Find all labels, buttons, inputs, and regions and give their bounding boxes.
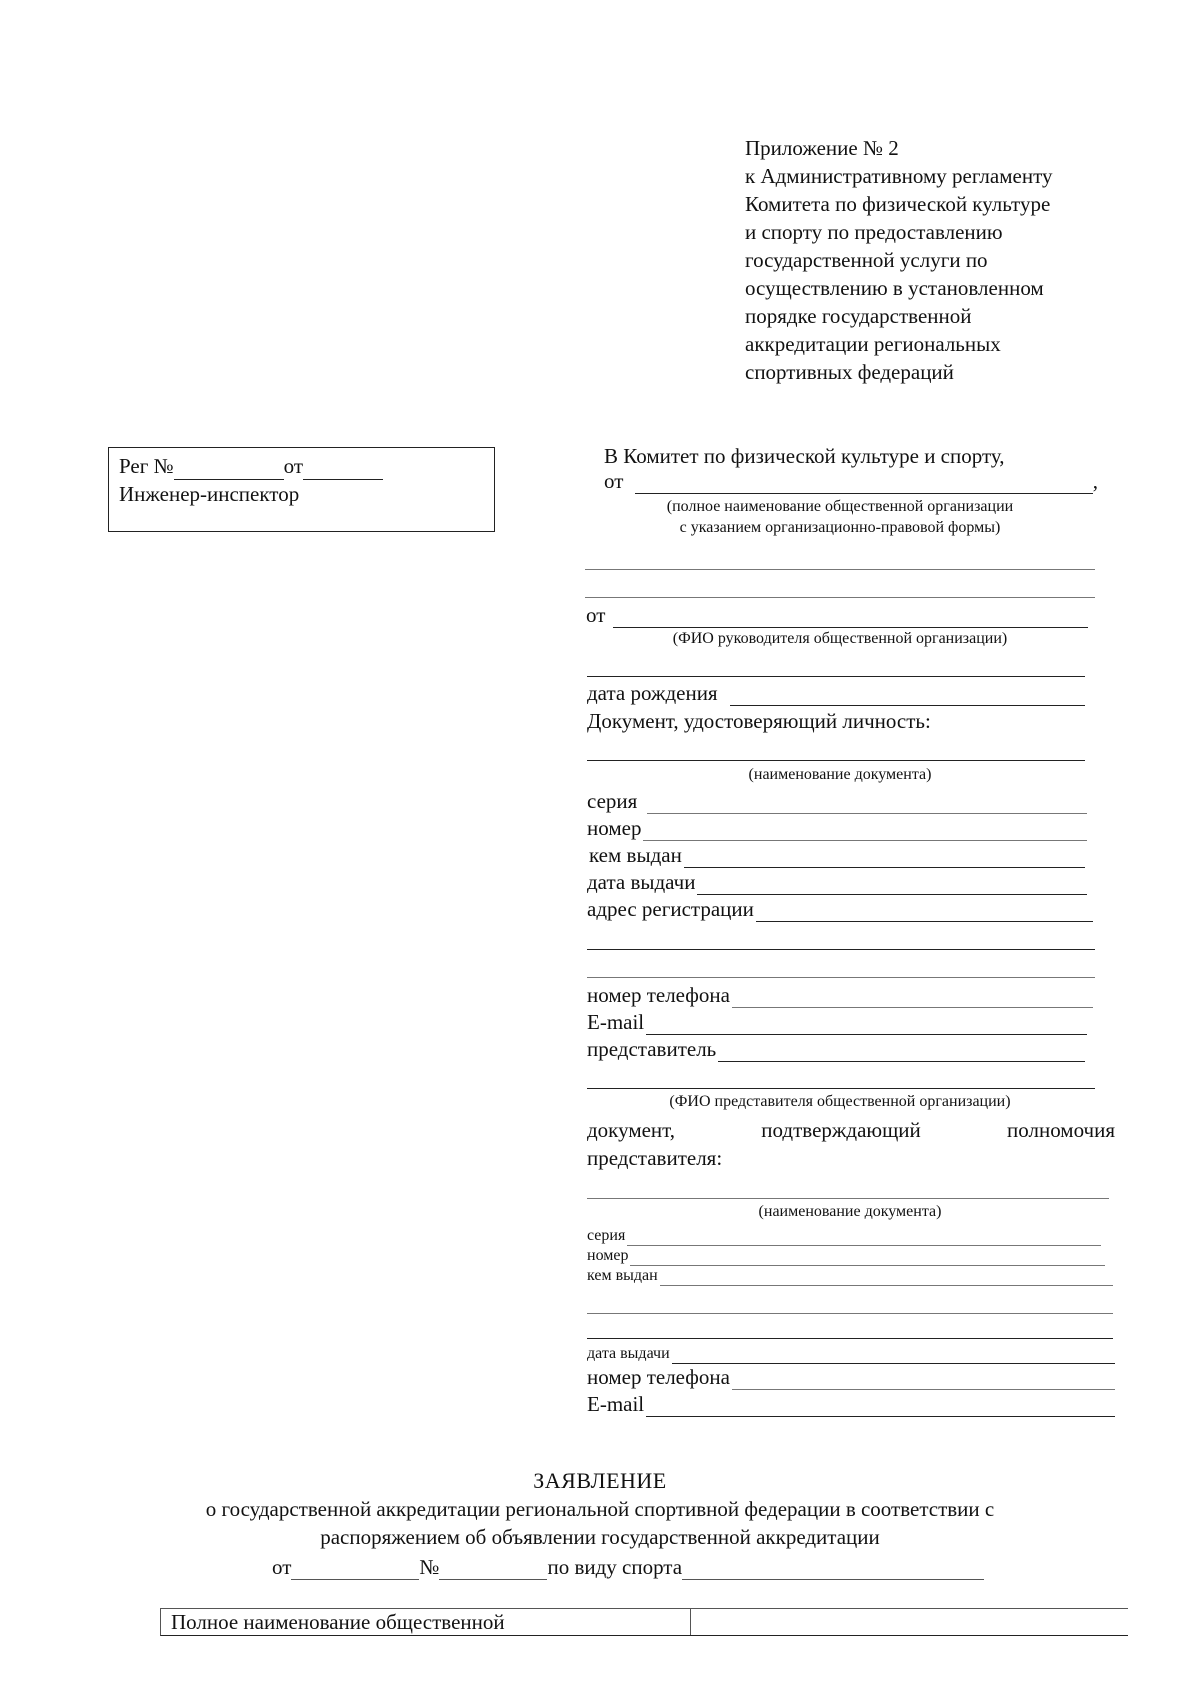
appendix-header <box>745 134 1145 386</box>
reg-date-field[interactable] <box>303 459 383 480</box>
rep-phone-field[interactable] <box>732 1369 1115 1390</box>
org-name-extra-line-1[interactable] <box>585 569 1095 570</box>
statement-details-row <box>272 1554 984 1580</box>
table-cell-label: Полное наименование общественной <box>161 1609 691 1635</box>
authority-doc-line1 <box>587 1116 1115 1144</box>
appendix-line: к Административному регламенту <box>745 164 1053 188</box>
org-trailing-comma: , <box>1092 469 1098 493</box>
inspector-label: Инженер-инспектор <box>119 482 300 506</box>
reg-number-label: Рег № <box>119 454 174 478</box>
statement-from-label: от <box>272 1555 292 1579</box>
issued-by-field[interactable] <box>684 847 1085 868</box>
reg-address-label: адрес регистрации <box>587 897 754 921</box>
statement-line1: о государственной аккредитации региональной спортивной федерации в соответствии с <box>205 1497 995 1521</box>
rep-phone-label: номер телефона <box>587 1365 730 1389</box>
statement-number-field[interactable] <box>439 1559 547 1580</box>
appendix-line: порядке государственной <box>745 304 972 328</box>
issued-by-label: кем выдан <box>589 843 682 867</box>
representative-field[interactable] <box>718 1041 1085 1062</box>
rep-issued-by-field[interactable] <box>660 1270 1113 1286</box>
federation-info-table <box>160 1608 1128 1636</box>
statement-heading <box>150 1467 1050 1551</box>
representative-extra-line[interactable] <box>587 1088 1095 1089</box>
email-label: E-mail <box>587 1010 645 1034</box>
doc-name-note: (наименование документа) <box>748 766 932 783</box>
rep-doc-name-note: (наименование документа) <box>758 1203 942 1220</box>
statement-date-field[interactable] <box>291 1559 419 1580</box>
head-from-label: от <box>586 603 606 627</box>
series-row <box>587 788 1087 814</box>
reg-address-extra-line-1[interactable] <box>587 949 1095 950</box>
reg-number-field[interactable] <box>174 459 284 480</box>
issue-date-label: дата выдачи <box>587 870 696 894</box>
rep-number-label: номер <box>587 1247 629 1264</box>
head-note: (ФИО руководителя общественной организации) <box>672 630 1008 647</box>
appendix-line: спортивных федераций <box>745 360 954 384</box>
registration-box <box>108 447 495 532</box>
appendix-line: аккредитации региональных <box>745 332 1001 356</box>
appendix-line: осуществлению в установленном <box>745 276 1044 300</box>
head-name-row <box>586 602 1088 628</box>
birth-date-row <box>587 680 1085 706</box>
org-name-extra-line-2[interactable] <box>585 597 1095 598</box>
rep-issue-date-label: дата выдачи <box>587 1345 670 1362</box>
appendix-line: и спорту по предоставлению <box>745 220 1003 244</box>
statement-sport-label: по виду спорта <box>547 1555 683 1579</box>
number-row <box>587 815 1087 841</box>
reg-address-extra-line-2[interactable] <box>587 977 1095 978</box>
reg-address-field[interactable] <box>756 901 1093 922</box>
authority-doc-word: полномочия <box>1007 1118 1115 1142</box>
org-note-line2: с указанием организационно-правовой формы) <box>679 519 1001 536</box>
reg-date-label: от <box>283 454 304 478</box>
rep-email-row <box>587 1391 1115 1417</box>
authority-doc-word: подтверждающий <box>761 1118 921 1142</box>
rep-issue-date-field[interactable] <box>672 1348 1115 1364</box>
rep-series-row <box>587 1226 1101 1246</box>
phone-field[interactable] <box>732 987 1093 1008</box>
rep-email-field[interactable] <box>646 1396 1115 1417</box>
issue-date-row <box>587 869 1087 895</box>
number-label: номер <box>587 816 642 840</box>
rep-series-label: серия <box>587 1227 626 1244</box>
rep-issue-date-row <box>587 1344 1115 1364</box>
rep-phone-row <box>587 1364 1115 1390</box>
rep-document-name-field[interactable] <box>587 1198 1109 1199</box>
id-document-name-field[interactable] <box>587 760 1085 761</box>
issue-date-field[interactable] <box>697 874 1087 895</box>
id-document-label: Документ, удостоверяющий личность: <box>587 709 931 733</box>
rep-issued-by-row <box>587 1266 1113 1286</box>
number-field[interactable] <box>643 820 1087 841</box>
inspector-row <box>119 480 484 508</box>
birth-date-label: дата рождения <box>587 681 718 705</box>
statement-line2: распоряжением об объявлении государственной аккредитации <box>320 1525 880 1549</box>
email-row <box>587 1009 1087 1035</box>
statement-sport-field[interactable] <box>682 1559 984 1580</box>
phone-row <box>587 982 1093 1008</box>
authority-doc-line2: представителя: <box>587 1146 723 1170</box>
rep-issued-by-extra-line-2[interactable] <box>587 1338 1113 1339</box>
head-name-field[interactable] <box>613 607 1088 628</box>
phone-label: номер телефона <box>587 983 730 1007</box>
rep-number-row <box>587 1246 1105 1266</box>
org-name-row <box>604 468 1098 494</box>
org-from-label: от <box>604 469 624 493</box>
appendix-line: Приложение № 2 <box>745 136 899 160</box>
statement-number-label: № <box>419 1555 440 1579</box>
head-name-extra-line[interactable] <box>587 676 1085 677</box>
statement-title: ЗАЯВЛЕНИЕ <box>533 1468 667 1493</box>
registration-number-row <box>119 452 484 480</box>
issued-by-row <box>589 842 1085 868</box>
authority-doc-word: документ, <box>587 1118 676 1142</box>
table-cell-value[interactable] <box>691 1609 1128 1635</box>
representative-label: представитель <box>587 1037 717 1061</box>
rep-series-field[interactable] <box>627 1230 1101 1246</box>
rep-issued-by-label: кем выдан <box>587 1267 658 1284</box>
appendix-line: Комитета по физической культуре <box>745 192 1051 216</box>
representative-row <box>587 1036 1085 1062</box>
rep-issued-by-extra-line-1[interactable] <box>587 1313 1113 1314</box>
birth-date-field[interactable] <box>730 685 1085 706</box>
org-note-line1: (полное наименование общественной организации <box>666 498 1014 515</box>
series-field[interactable] <box>647 793 1087 814</box>
email-field[interactable] <box>646 1014 1087 1035</box>
rep-note: (ФИО представителя общественной организации) <box>669 1093 1011 1110</box>
reg-address-row <box>587 896 1093 922</box>
to-committee-text: В Комитет по физической культуре и спорту, <box>604 444 1005 468</box>
rep-number-field[interactable] <box>630 1250 1105 1266</box>
appendix-line: государственной услуги по <box>745 248 988 272</box>
org-name-field[interactable] <box>635 473 1092 494</box>
rep-email-label: E-mail <box>587 1392 645 1416</box>
series-label: серия <box>587 789 638 813</box>
